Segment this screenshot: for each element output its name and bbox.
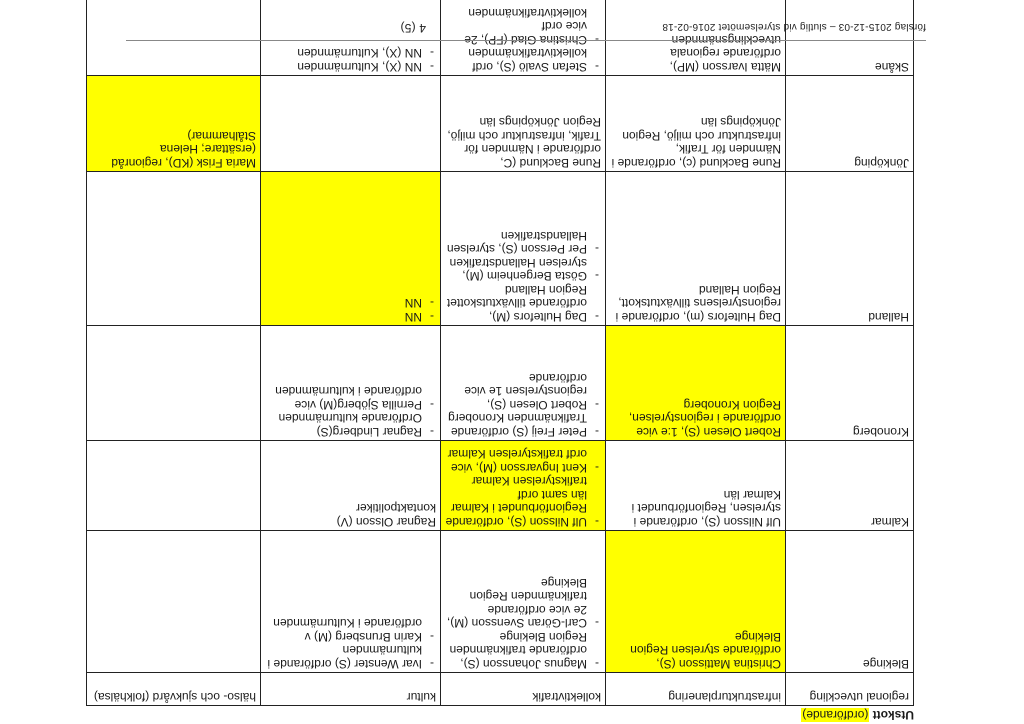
region-cell: Blekinge — [786, 531, 914, 673]
table-cell: Dag Hultefors (m), ordförande i regionstyrelsens tillväxtutskott, Region Halland — [606, 172, 786, 326]
list-item: - Christina Glad (FP), 2e vice ordf kollektivtrafiknämnden — [445, 6, 601, 47]
list-item: - NN — [265, 296, 436, 310]
list-item: - Ulf Nilsson (S), ordförande Regionförbundet i Kalmar län samt ordf trafikstyrelsen Kalmar — [445, 474, 601, 528]
cell-list — [445, 371, 601, 439]
list-item: - NN — [265, 310, 436, 324]
region-cell: Skåne — [786, 0, 914, 76]
heading-highlight: (ordförande) — [802, 708, 869, 722]
table-cell: Rune Backlund (C, ordförande i Nämnden för Trafik, infrastruktur och miljö, Region Jönköpings län — [441, 76, 606, 172]
table-row — [87, 76, 914, 172]
table-body — [87, 0, 914, 673]
region-cell: Jönköping — [786, 76, 914, 172]
list-item: - Per Persson (S), styrelsen Hallandstrafiken — [445, 229, 601, 256]
table-cell — [87, 531, 261, 673]
page-footer — [126, 13, 926, 41]
table-cell: Mätta Ivarsson (MP), ordförande regionala utvecklingsnämnden — [606, 0, 786, 76]
region-cell: Kronoberg — [786, 326, 914, 441]
cell-list — [265, 296, 436, 323]
page-number: 4 (5) — [400, 21, 426, 35]
list-item: - Peter Freij (S) ordförande Trafiknämnden Kronoberg — [445, 411, 601, 438]
list-item: - Dag Hultefors (M), ordförande tillväxtutskottet Region Halland — [445, 283, 601, 324]
list-item: - Ivar Wenster (S) ordförande i kulturnämnden — [265, 643, 436, 670]
table-cell — [261, 76, 441, 172]
column-header: regional utveckling — [786, 673, 914, 706]
table-cell — [261, 326, 441, 441]
header-row — [87, 673, 914, 706]
cell-list — [445, 229, 601, 324]
list-item: - Gösta Bergenheim (M), styrelsen Hallandstrafiken — [445, 256, 601, 283]
table-cell: Christina Mattisson (S), ordförande styrelsen Region Blekinge — [606, 531, 786, 673]
table-cell: Ulf Nilsson (S), ordförande i styrelsen, Regionförbundet i Kalmar län — [606, 441, 786, 531]
list-item: - NN (X), Kulturnämnden — [265, 46, 436, 60]
table-cell — [261, 172, 441, 326]
list-item: - Karin Brunsberg (M) v ordförande i Kulturnämnden — [265, 616, 436, 643]
footer-note: förslag 2015-12-03 – slutlig vid styrelsemötet 2016-02-18 — [662, 21, 926, 32]
table-cell — [261, 531, 441, 673]
table-cell — [87, 326, 261, 441]
list-item: - Carl-Göran Svensson (M), 2e vice ordförande trafiknämnden Region Blekinge — [445, 576, 601, 630]
table-row — [87, 326, 914, 441]
table-cell — [441, 441, 606, 531]
column-header: hälso- och sjukvård (folkhälsa) — [87, 673, 261, 706]
list-item: - Robert Olesen (S), regionstyrelsen 1e vice ordförande — [445, 371, 601, 412]
committee-table — [86, 0, 914, 706]
table-row — [87, 172, 914, 326]
list-item: - Magnus Johansson (S), ordförande trafiknämnden Region Blekinge — [445, 630, 601, 671]
column-header: kollektivtrafik — [441, 673, 606, 706]
table-heading — [801, 708, 914, 722]
table-cell — [441, 531, 606, 673]
column-header: kultur — [261, 673, 441, 706]
table-cell: Ragnar Olsson (V) kontaktpolitiker — [261, 441, 441, 531]
table-row — [87, 531, 914, 673]
cell-list — [265, 46, 436, 73]
table-cell: Robert Olesen (S), 1:e vice ordförande i regionstyrelsen, Region Kronoberg — [606, 326, 786, 441]
list-item: - Kent Ingvarsson (M), vice ordf trafikstyrelsen Kalmar — [445, 447, 601, 474]
region-cell: Kalmar — [786, 441, 914, 531]
cell-list — [265, 384, 436, 438]
table-cell — [441, 172, 606, 326]
cell-list — [445, 576, 601, 671]
list-item: - Stefan Svalö (S), ordf kollektivtrafiknämnden — [445, 46, 601, 73]
heading-prefix: Utskott — [872, 708, 914, 722]
list-item: - Ragnar Lindberg(S) Ordförande kulturnämnden — [265, 411, 436, 438]
region-cell: Halland — [786, 172, 914, 326]
column-header: infrastrukturplanering — [606, 673, 786, 706]
cell-list — [265, 616, 436, 670]
table-row — [87, 441, 914, 531]
list-item: - Pernilla Sjöberg(M) vice ordförande i kulturnämnden — [265, 384, 436, 411]
cell-list — [445, 447, 601, 528]
table-cell: Rune Backlund (c), ordförande i Nämnden för Trafik, infrastruktur och miljö, Region Jönköpings län — [606, 76, 786, 172]
table-cell — [87, 441, 261, 531]
table-cell — [87, 172, 261, 326]
list-item: - NN (X), Kulturnämnden — [265, 60, 436, 74]
table-cell — [441, 326, 606, 441]
table-cell: Maria Frisk (KD), regionråd (ersättare; Helena Stålhammar) — [87, 76, 261, 172]
